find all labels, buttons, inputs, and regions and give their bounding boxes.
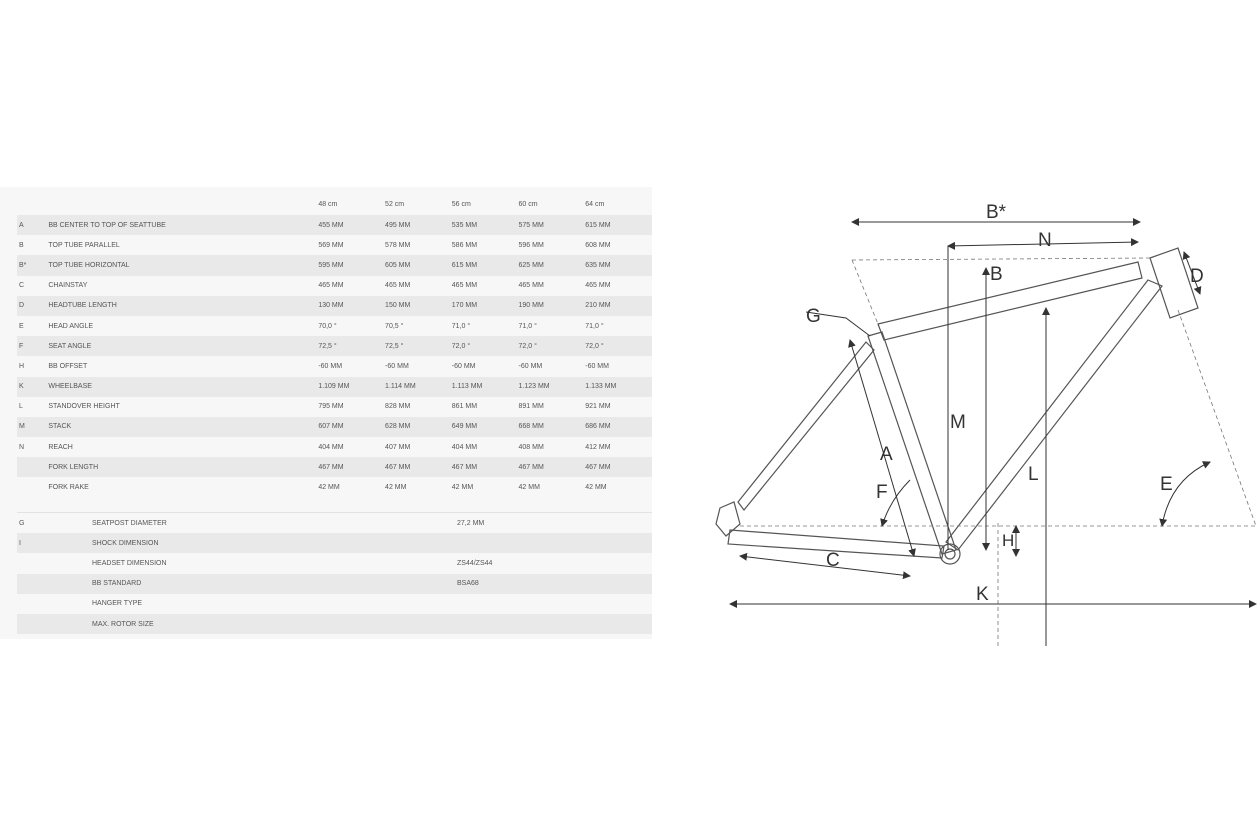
row-value: 72,0 ° bbox=[451, 342, 471, 350]
row-value: 72,0 ° bbox=[518, 342, 537, 350]
row-value: 210 MM bbox=[585, 302, 611, 310]
row-label: BB CENTER TO TOP OF SEATTUBE bbox=[48, 221, 166, 229]
row-value: 615 MM bbox=[451, 261, 478, 269]
row-code: B* bbox=[19, 261, 27, 269]
row-code: H bbox=[19, 362, 25, 370]
row-value: 465 MM bbox=[585, 282, 611, 290]
row-value: 795 MM bbox=[318, 403, 344, 411]
row-value: 71,0 ° bbox=[451, 322, 471, 330]
row-value: 412 MM bbox=[585, 443, 611, 451]
table-row bbox=[17, 235, 652, 255]
table-row bbox=[17, 276, 652, 296]
size-header: 64 cm bbox=[585, 201, 605, 208]
row-label: BB OFFSET bbox=[48, 362, 88, 370]
row-value: 575 MM bbox=[518, 221, 544, 229]
size-header-row bbox=[17, 194, 652, 215]
spec-row bbox=[17, 594, 652, 614]
row-code bbox=[17, 477, 48, 497]
row-value: -60 MM bbox=[385, 362, 409, 370]
row-value: 72,5 ° bbox=[385, 342, 404, 350]
seat-stay bbox=[738, 342, 874, 510]
row-value: -60 MM bbox=[451, 362, 476, 370]
dim-label-c: C bbox=[826, 550, 840, 571]
spec-label: SHOCK DIMENSION bbox=[92, 539, 159, 547]
row-value: 605 MM bbox=[385, 261, 411, 269]
down-tube bbox=[946, 280, 1162, 550]
spec-code bbox=[17, 614, 92, 634]
spec-label: HANGER TYPE bbox=[92, 600, 143, 608]
dim-label-m: M bbox=[950, 412, 966, 433]
row-code: M bbox=[19, 423, 25, 431]
row-value: 71,0 ° bbox=[518, 322, 537, 330]
row-value: 465 MM bbox=[318, 282, 344, 290]
row-code: A bbox=[19, 221, 24, 229]
spec-code bbox=[17, 594, 92, 614]
row-label: FORK RAKE bbox=[48, 484, 89, 492]
table-row bbox=[17, 417, 652, 437]
row-value: 467 MM bbox=[385, 463, 411, 471]
spec-value: BSA68 bbox=[457, 580, 479, 588]
row-value: 465 MM bbox=[385, 282, 411, 290]
row-value: 42 MM bbox=[518, 484, 540, 492]
row-value: 861 MM bbox=[451, 403, 478, 411]
row-value: 71,0 ° bbox=[585, 322, 604, 330]
row-label: TOP TUBE HORIZONTAL bbox=[48, 261, 130, 269]
spec-row bbox=[17, 614, 652, 634]
row-label: REACH bbox=[48, 443, 73, 451]
table-row bbox=[17, 255, 652, 275]
row-value: 404 MM bbox=[318, 443, 344, 451]
row-value: 595 MM bbox=[318, 261, 344, 269]
row-code bbox=[17, 457, 48, 477]
row-value: 42 MM bbox=[318, 484, 340, 492]
row-value: 467 MM bbox=[518, 463, 544, 471]
spec-table bbox=[17, 513, 652, 634]
row-value: 686 MM bbox=[585, 423, 611, 431]
spec-row bbox=[17, 533, 652, 553]
spec-code: I bbox=[19, 539, 21, 547]
size-header: 48 cm bbox=[318, 201, 338, 208]
row-value: 42 MM bbox=[385, 484, 407, 492]
dim-label-k: K bbox=[976, 584, 989, 605]
header-blank bbox=[17, 194, 48, 215]
row-value: -60 MM bbox=[518, 362, 543, 370]
row-value: 891 MM bbox=[518, 403, 544, 411]
spec-value bbox=[457, 594, 652, 614]
row-code: L bbox=[19, 403, 23, 411]
spec-value: 27,2 MM bbox=[457, 519, 485, 527]
spec-value bbox=[457, 614, 652, 634]
row-value: 596 MM bbox=[518, 241, 544, 249]
row-value: 455 MM bbox=[318, 221, 344, 229]
geometry-table bbox=[17, 194, 652, 498]
spec-label: SEATPOST DIAMETER bbox=[92, 519, 167, 527]
row-value: 586 MM bbox=[451, 241, 478, 249]
frame-geometry-diagram bbox=[700, 190, 1260, 660]
spec-code bbox=[17, 553, 92, 573]
table-row bbox=[17, 437, 652, 457]
table-row bbox=[17, 316, 652, 336]
size-header: 60 cm bbox=[518, 201, 538, 208]
spec-label: BB STANDARD bbox=[92, 580, 142, 588]
row-value: 408 MM bbox=[518, 443, 544, 451]
row-label: STACK bbox=[48, 423, 72, 431]
row-value: 70,0 ° bbox=[318, 322, 337, 330]
row-value: 72,0 ° bbox=[585, 342, 604, 350]
row-value: 828 MM bbox=[385, 403, 411, 411]
row-value: 465 MM bbox=[451, 282, 478, 290]
row-value: 607 MM bbox=[318, 423, 344, 431]
size-header: 52 cm bbox=[385, 201, 405, 208]
row-value: 1.113 MM bbox=[451, 383, 483, 391]
row-value: -60 MM bbox=[318, 362, 343, 370]
row-value: 649 MM bbox=[451, 423, 478, 431]
row-code: N bbox=[19, 443, 25, 451]
spec-code: G bbox=[19, 519, 25, 527]
row-label: CHAINSTAY bbox=[48, 282, 88, 290]
row-value: 535 MM bbox=[451, 221, 478, 229]
row-code: D bbox=[19, 302, 25, 310]
header-blank bbox=[48, 194, 318, 215]
table-row bbox=[17, 356, 652, 376]
row-label: FORK LENGTH bbox=[48, 463, 99, 471]
row-value: 1.114 MM bbox=[385, 383, 416, 391]
row-value: 1.123 MM bbox=[518, 383, 550, 391]
table-row bbox=[17, 377, 652, 397]
row-value: 404 MM bbox=[451, 443, 478, 451]
row-code: K bbox=[19, 383, 24, 391]
row-value: 628 MM bbox=[385, 423, 411, 431]
row-value: 465 MM bbox=[518, 282, 544, 290]
row-label: TOP TUBE PARALLEL bbox=[48, 241, 120, 249]
dim-label-b-star: B* bbox=[986, 202, 1007, 223]
top-tube bbox=[878, 262, 1142, 340]
dim-label-d: D bbox=[1190, 266, 1204, 287]
row-value: 467 MM bbox=[451, 463, 478, 471]
dim-label-b: B bbox=[990, 264, 1003, 285]
row-value: 1.133 MM bbox=[585, 383, 617, 391]
spec-row bbox=[17, 553, 652, 573]
table-row bbox=[17, 477, 652, 497]
spec-label: MAX. ROTOR SIZE bbox=[92, 620, 154, 628]
row-code: E bbox=[19, 322, 24, 330]
row-value: 150 MM bbox=[385, 302, 411, 310]
row-value: 170 MM bbox=[451, 302, 478, 310]
table-row bbox=[17, 296, 652, 316]
spec-value: ZS44/ZS44 bbox=[457, 559, 493, 567]
row-value: 625 MM bbox=[518, 261, 544, 269]
row-label: HEADTUBE LENGTH bbox=[48, 302, 117, 310]
row-value: 130 MM bbox=[318, 302, 344, 310]
row-value: 467 MM bbox=[585, 463, 611, 471]
row-label: SEAT ANGLE bbox=[48, 342, 92, 350]
spec-row bbox=[17, 574, 652, 594]
table-row bbox=[17, 397, 652, 417]
spec-row bbox=[17, 513, 652, 533]
seat-tube bbox=[868, 332, 956, 554]
row-value: 615 MM bbox=[585, 221, 611, 229]
dim-label-e: E bbox=[1160, 474, 1173, 495]
dim-label-f: F bbox=[876, 482, 888, 503]
table-row bbox=[17, 336, 652, 356]
row-code: F bbox=[19, 342, 24, 350]
row-value: 578 MM bbox=[385, 241, 411, 249]
spec-label: HEADSET DIMENSION bbox=[92, 559, 167, 567]
row-value: 42 MM bbox=[451, 484, 474, 492]
row-code: B bbox=[19, 241, 24, 249]
row-value: 70,5 ° bbox=[385, 322, 404, 330]
dim-label-l: L bbox=[1028, 464, 1039, 485]
row-value: -60 MM bbox=[585, 362, 609, 370]
row-code: C bbox=[19, 282, 25, 290]
row-value: 407 MM bbox=[385, 443, 411, 451]
row-value: 190 MM bbox=[518, 302, 544, 310]
size-header: 56 cm bbox=[451, 201, 471, 208]
row-value: 72,5 ° bbox=[318, 342, 337, 350]
row-value: 569 MM bbox=[318, 241, 344, 249]
table-row bbox=[17, 215, 652, 235]
row-value: 668 MM bbox=[518, 423, 544, 431]
dim-label-h: H bbox=[1002, 531, 1015, 550]
row-label: WHEELBASE bbox=[48, 383, 92, 391]
dim-label-a: A bbox=[880, 444, 893, 465]
row-label: HEAD ANGLE bbox=[48, 322, 94, 330]
row-value: 1.109 MM bbox=[318, 383, 350, 391]
row-value: 921 MM bbox=[585, 403, 611, 411]
row-value: 608 MM bbox=[585, 241, 611, 249]
spec-code bbox=[17, 574, 92, 594]
row-value: 495 MM bbox=[385, 221, 411, 229]
dim-label-n: N bbox=[1038, 230, 1052, 251]
spec-value bbox=[457, 533, 652, 553]
row-value: 635 MM bbox=[585, 261, 611, 269]
row-label: STANDOVER HEIGHT bbox=[48, 403, 120, 411]
dim-label-g: G bbox=[806, 306, 821, 327]
row-value: 467 MM bbox=[318, 463, 344, 471]
table-row bbox=[17, 457, 652, 477]
row-value: 42 MM bbox=[585, 484, 607, 492]
